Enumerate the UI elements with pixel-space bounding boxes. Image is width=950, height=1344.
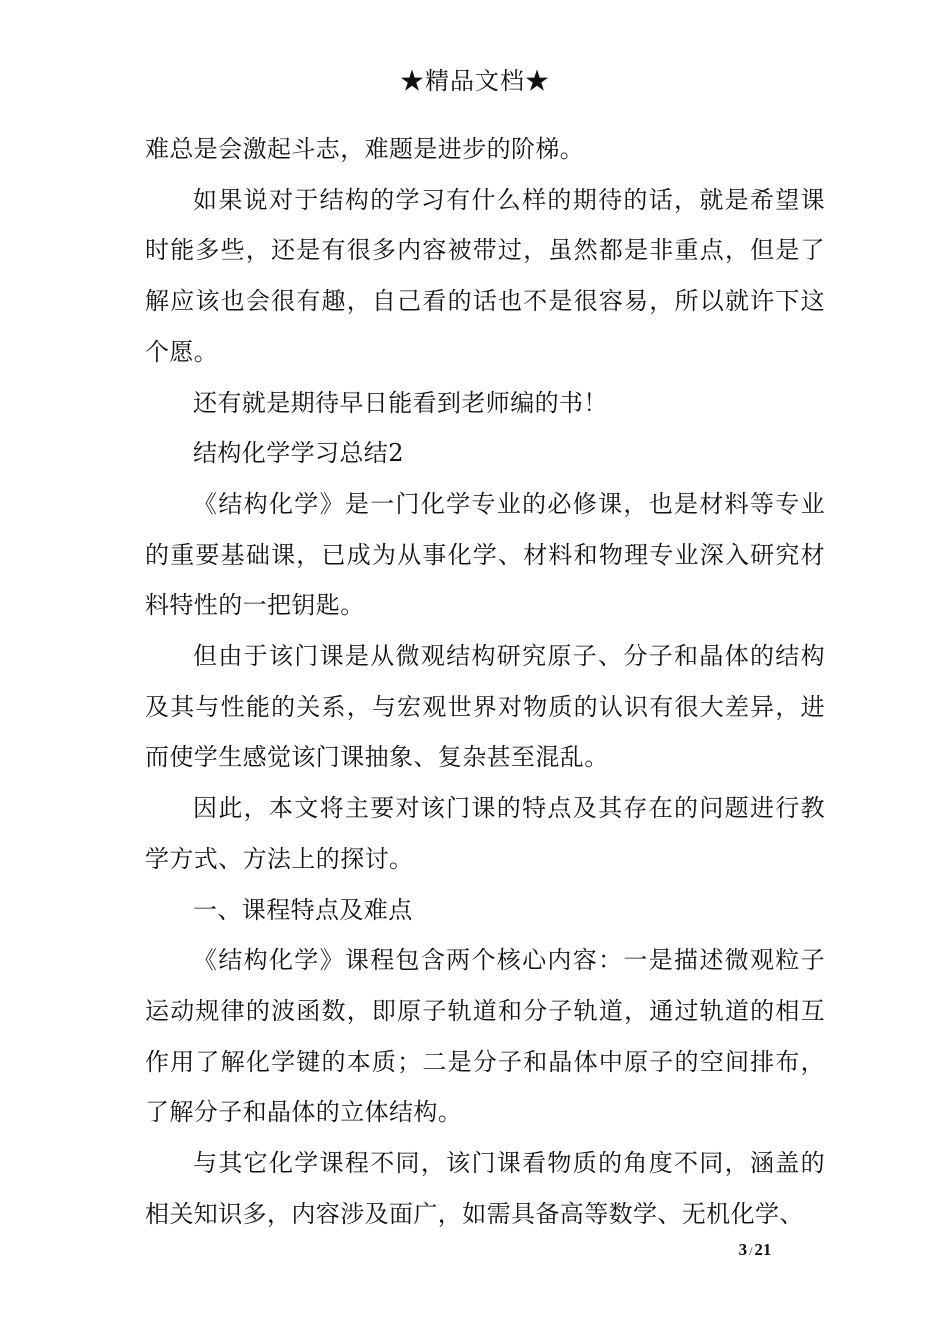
paragraph: 还有就是期待早日能看到老师编的书！ bbox=[193, 388, 608, 417]
paragraph: 但由于该门课是从微观结构研究原子、分子和晶体的结构及其与性能的关系，与宏观世界对物质的认识有很大差异，进而使学生感觉该门课抽象、复杂甚至混乱。 bbox=[145, 642, 825, 772]
page-header: ★精品文档★ bbox=[400, 67, 550, 95]
paragraph: 《结构化学》课程包含两个核心内容：一是描述微观粒子运动规律的波函数，即原子轨道和分子轨道，通过轨道的相互作用了解化学键的本质；二是分子和晶体中原子的空间排布，了解分子和晶体的立体结构。 bbox=[145, 946, 825, 1127]
paragraph-continuation: 难总是会激起斗志，难题是进步的阶梯。 bbox=[145, 135, 585, 163]
section-title: 结构化学学习总结2 bbox=[193, 439, 404, 468]
paragraph: 与其它化学课程不同，该门课看物质的角度不同，涵盖的相关知识多，内容涉及面广，如需具备高等数学、无机化学、 bbox=[145, 1149, 825, 1228]
paragraph: 如果说对于结构的学习有什么样的期待的话，就是希望课时能多些，还是有很多内容被带过，虽然都是非重点，但是了解应该也会很有趣，自己看的话也不是很容易，所以就许下这个愿。 bbox=[145, 185, 825, 366]
document-body bbox=[145, 124, 825, 1239]
section-heading: 一、课程特点及难点 bbox=[193, 895, 413, 924]
paragraph: 因此，本文将主要对该门课的特点及其存在的问题进行教学方式、方法上的探讨。 bbox=[145, 794, 825, 873]
page-number bbox=[690, 1238, 820, 1263]
current-page-number: 3 bbox=[738, 1240, 748, 1259]
page-separator: / bbox=[749, 1244, 753, 1258]
total-pages-number: 21 bbox=[754, 1240, 772, 1259]
paragraph: 《结构化学》是一门化学专业的必修课，也是材料等专业的重要基础课，已成为从事化学、材料和物理专业深入研究材料特性的一把钥匙。 bbox=[145, 489, 825, 620]
